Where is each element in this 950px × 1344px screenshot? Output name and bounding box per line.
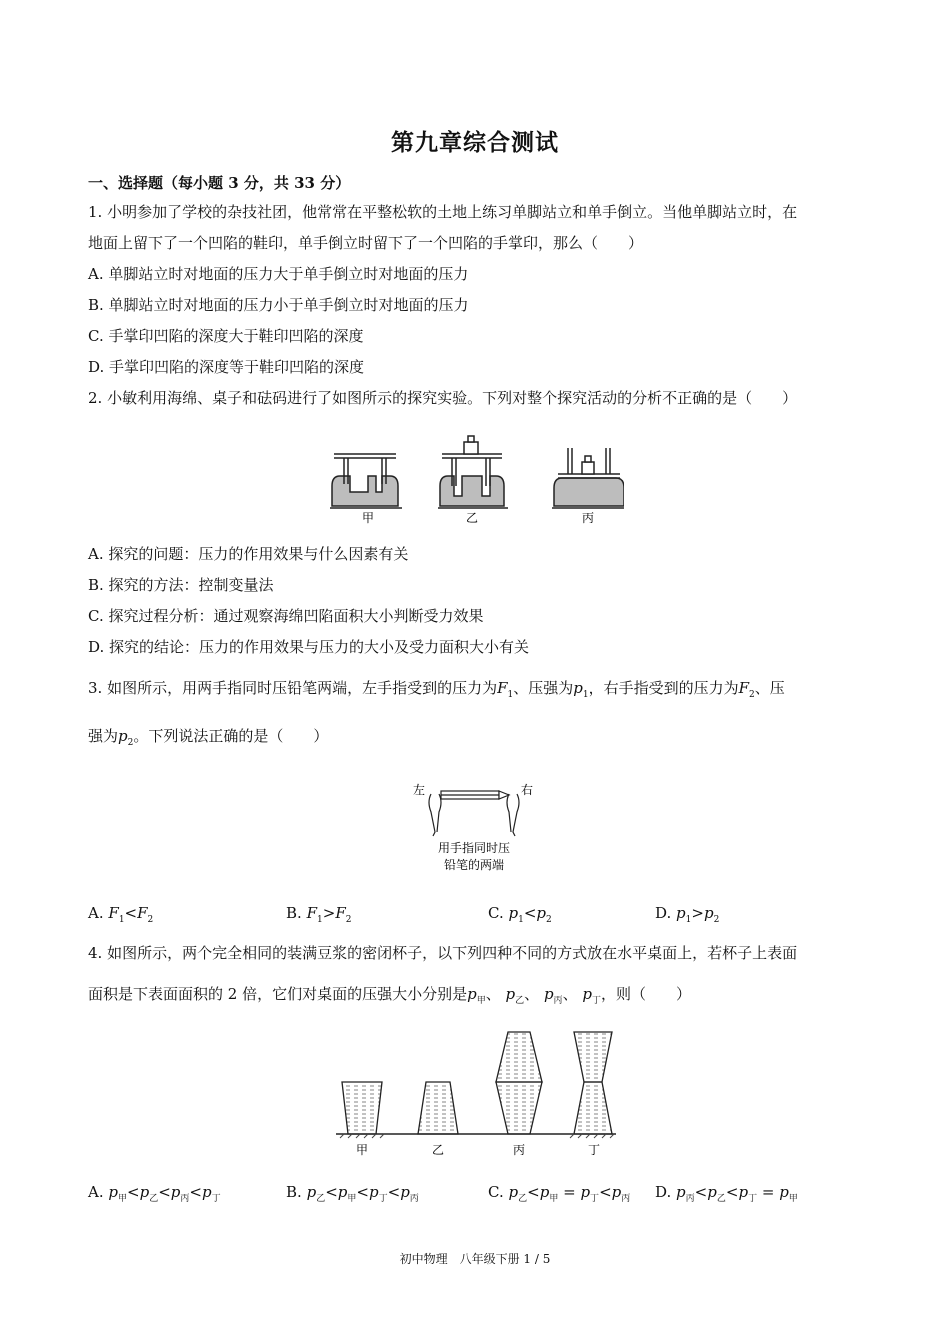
page-title: 第九章综合测试 xyxy=(391,129,559,156)
q3-option-d: D. $p_1>p_2$ xyxy=(655,904,720,925)
q3-option-c: C. $p_1<p_2$ xyxy=(488,904,552,925)
q1-stem-line2: 地面上留下了一个凹陷的鞋印，单手倒立时留下了一个凹陷的手掌印，那么（ ） xyxy=(88,234,644,252)
q2-option-d: D. 探究的结论：压力的作用效果与压力的大小及受力面积大小有关 xyxy=(88,638,530,656)
cup-jia xyxy=(342,1082,382,1134)
q3-option-a: A. $F_1<F_2$ xyxy=(88,904,154,925)
q3-caption-1: 用手指同时压 xyxy=(437,841,511,855)
cup-ding-bottom xyxy=(574,1082,612,1134)
cup-yi xyxy=(418,1082,458,1134)
q1-option-a: A. 单脚站立时对地面的压力大于单手倒立时对地面的压力 xyxy=(88,265,469,283)
q4-option-a: A. $p_甲<p_乙<p_丙<p_丁$ xyxy=(88,1183,221,1204)
q4-label-yi: 乙 xyxy=(432,1143,445,1157)
q4-option-b: B. $p_乙<p_甲<p_丁<p_丙$ xyxy=(286,1183,419,1204)
q4-stem-line2: 面积是下表面面积的 2 倍，它们对桌面的压强大小分别是$p_甲$、 $p_乙$、 $p_丙$、 $p_丁$，则（ ） xyxy=(88,985,691,1006)
q4-label-jia: 甲 xyxy=(356,1143,369,1157)
q2-setup-jia xyxy=(330,454,402,508)
q2-setup-bing xyxy=(552,448,624,508)
q4-label-bing: 丙 xyxy=(513,1143,526,1157)
right-finger xyxy=(513,794,519,836)
q3-stem-line1: 3. 如图所示，用两手指同时压铅笔两端，左手指受到的压力为$F_1$、压强为$p_1$，右手指受到的压力为$F_2$、压 xyxy=(88,679,785,700)
q4-stem-line1: 4. 如图所示，两个完全相同的装满豆浆的密闭杯子，以下列四种不同的方式放在水平桌面上，若杯子上表面 xyxy=(88,944,798,962)
q3-label-left: 左 xyxy=(413,783,426,797)
q2-label-yi: 乙 xyxy=(466,511,479,525)
q1-option-b: B. 单脚站立时对地面的压力小于单手倒立时对地面的压力 xyxy=(88,296,469,314)
q3-stem-line2: 强为$p_2$。下列说法正确的是（ ） xyxy=(88,727,329,748)
q4-option-d: D. $p_丙<p_乙<p_丁 = p_甲$ xyxy=(655,1183,798,1204)
q2-label-bing: 丙 xyxy=(582,511,595,525)
page-footer: 初中物理 八年级下册 1 / 5 xyxy=(399,1252,551,1266)
q4-cups-figure xyxy=(330,1024,620,1160)
cup-bing-top xyxy=(496,1032,542,1082)
cup-bing-bottom xyxy=(496,1082,542,1134)
q4-options xyxy=(88,1182,888,1206)
q1-stem-line1: 1. 小明参加了学校的杂技社团，他常常在平整松软的土地上练习单脚站立和单手倒立。当他单脚站立时，在 xyxy=(88,203,798,221)
q2-stem: 2. 小敏利用海绵、桌子和砝码进行了如图所示的探究实验。下列对整个探究活动的分析不正确的是（ ） xyxy=(88,389,798,407)
q2-setup-yi xyxy=(438,436,508,508)
q3-option-b: B. $F_1>F_2$ xyxy=(286,904,352,925)
q3-options xyxy=(88,903,888,927)
q3-label-right: 右 xyxy=(521,783,534,797)
cup-ding-top xyxy=(574,1032,612,1082)
q2-label-jia: 甲 xyxy=(362,511,375,525)
q2-option-a: A. 探究的问题：压力的作用效果与什么因素有关 xyxy=(88,545,409,563)
q1-option-d: D. 手掌印凹陷的深度等于鞋印凹陷的深度 xyxy=(88,358,365,376)
q4-label-ding: 丁 xyxy=(588,1143,601,1157)
q2-sponge-figure xyxy=(326,424,624,528)
q2-option-c: C. 探究过程分析：通过观察海绵凹陷面积大小判断受力效果 xyxy=(88,607,484,625)
q2-option-b: B. 探究的方法：控制变量法 xyxy=(88,576,274,594)
q4-option-c: C. $p_乙<p_甲 = p_丁<p_丙$ xyxy=(488,1183,631,1204)
q3-pencil-figure xyxy=(405,772,543,876)
q1-option-c: C. 手掌印凹陷的深度大于鞋印凹陷的深度 xyxy=(88,327,364,345)
left-finger xyxy=(429,794,435,836)
q3-caption-2: 铅笔的两端 xyxy=(443,858,505,872)
section-heading: 一、选择题（每小题 3 分，共 33 分） xyxy=(88,174,351,192)
